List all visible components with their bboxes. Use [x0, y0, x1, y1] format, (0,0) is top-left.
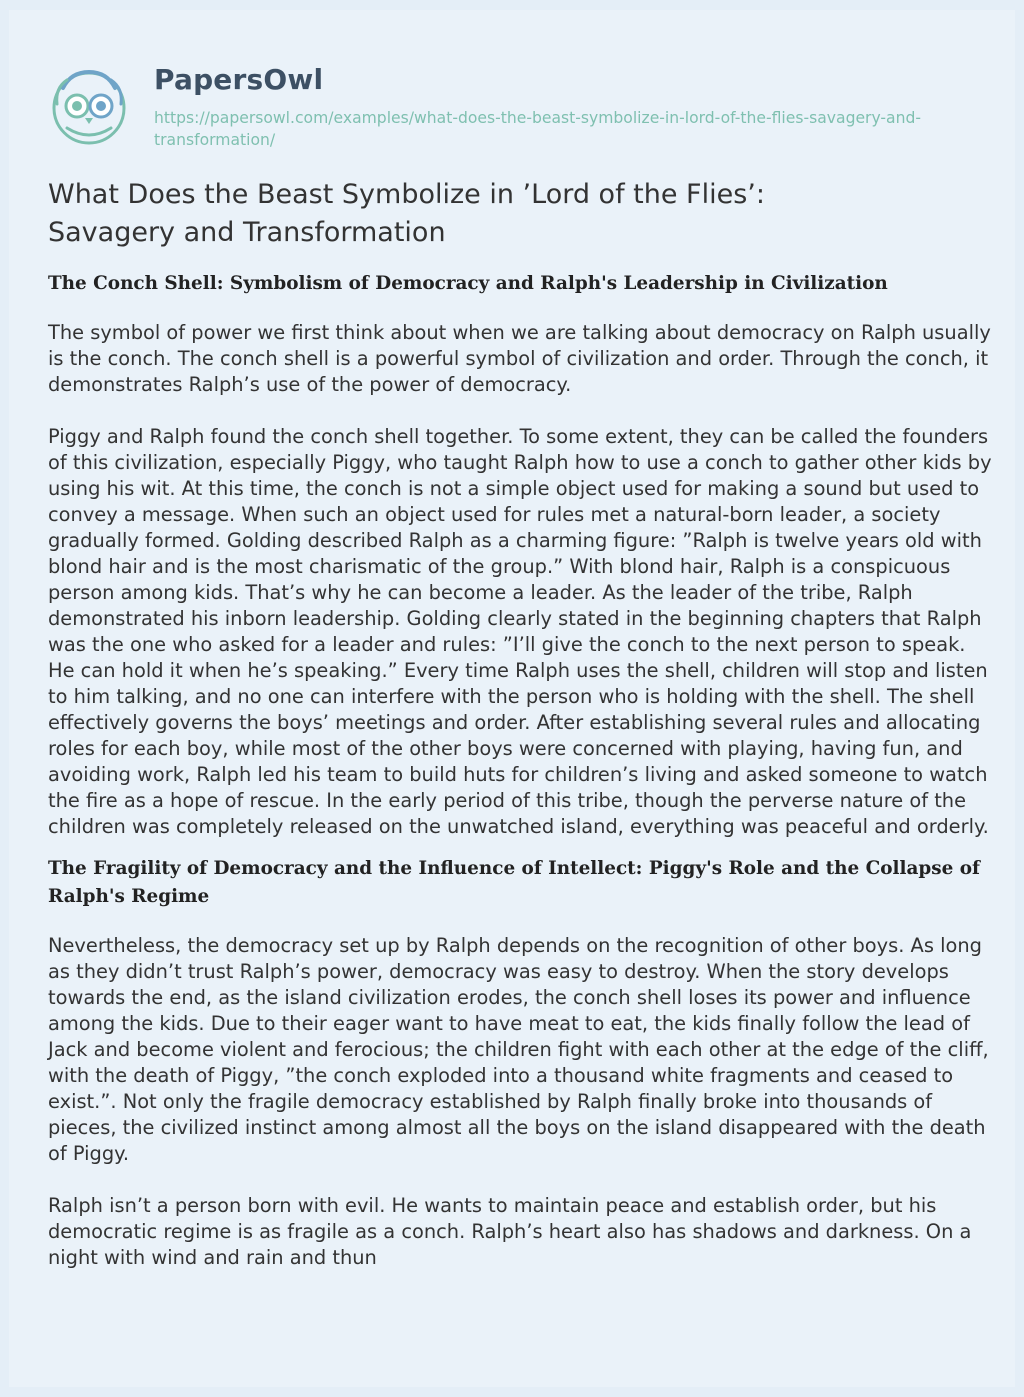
section-heading: The Conch Shell: Symbolism of Democracy and Ralph's Leadership in Civilization	[48, 273, 888, 294]
paragraph: Piggy and Ralph found the conch shell together. To some extent, they can be called the founders of this civilization, especially Piggy, who taught Ralph how to use a conch to gather other kids by using his wit. At this time, the conch is not a simple object used for making a sound but used to convey a message. When such an object used for rules met a natural-born leader, a society gradually formed. Golding described Ralph as a charming figure: ”Ralph is twelve years old with blond hair and is the most charismatic of the group.” With blond hair, Ralph is a conspicuous person among kids. That’s why he can become a leader. As the leader of the tribe, Ralph demonstrated his inborn leadership. Golding clearly stated in the beginning chapters that Ralph was the one who asked for a leader and rules: ”I’ll give the conch to the next person to speak. He can hold it when he’s speaking.” Every time Ralph uses the shell, children will stop and listen to him talking, and no one can interfere with the person who is holding with the shell. The shell effectively governs the boys’ meetings and order. After establishing several rules and allocating roles for each boy, while most of the other boys were concerned with playing, having fun, and avoiding work, Ralph led his team to build huts for children’s living and asked someone to watch the fire as a hope of rescue. In the early period of this tribe, though the perverse nature of the children was completely released on the unwatched island, everything was peaceful and orderly.	[48, 425, 992, 838]
paragraph: Nevertheless, the democracy set up by Ralph depends on the recognition of other boys. As long as they didn’t trust Ralph’s power, democracy was easy to destroy. When the story develops towards the end, as the island civilization erodes, the conch shell loses its power and influence among the kids. Due to their eager want to have meat to eat, the kids finally follow the lead of Jack and become violent and ferocious; the children fight with each other at the edge of the cliff, with the death of Piggy, ”the conch exploded into a thousand white fragments and ceased to exist.”. Not only the fragile democracy established by Ralph finally broke into thousands of pieces, the civilized instinct among almost all the boys on the island disappeared with the death of Piggy.	[48, 934, 989, 1165]
article-body	[48, 270, 993, 1271]
source-url[interactable]: https://papersowl.com/examples/what-does-the-beast-symbolize-in-lord-of-the-flies-savagery-and-transformation/	[154, 109, 922, 149]
article-title-line-2: Savagery and Transformation	[48, 217, 446, 248]
article-title	[48, 176, 988, 252]
paragraph: The symbol of power we first think about when we are talking about democracy on Ralph usually is the conch. The conch shell is a powerful symbol of civilization and order. Through the conch, it demonstrates Ralph’s use of the power of democracy.	[48, 321, 991, 396]
site-header	[49, 60, 1009, 170]
brand-name[interactable]: PapersOwl	[154, 63, 324, 96]
section-heading: The Fragility of Democracy and the Influence of Intellect: Piggy's Role and the Collapse of Ralph's Regime	[48, 858, 980, 907]
owl-logo-icon[interactable]	[49, 66, 129, 146]
paragraph: Ralph isn’t a person born with evil. He wants to maintain peace and establish order, but his democratic regime is as fragile as a conch. Ralph’s heart also has shadows and darkness. On a night with wind and rain and thun	[48, 1194, 972, 1269]
document-page	[9, 10, 1015, 1387]
article-title-line-1: What Does the Beast Symbolize in ’Lord of the Flies’:	[48, 179, 765, 210]
